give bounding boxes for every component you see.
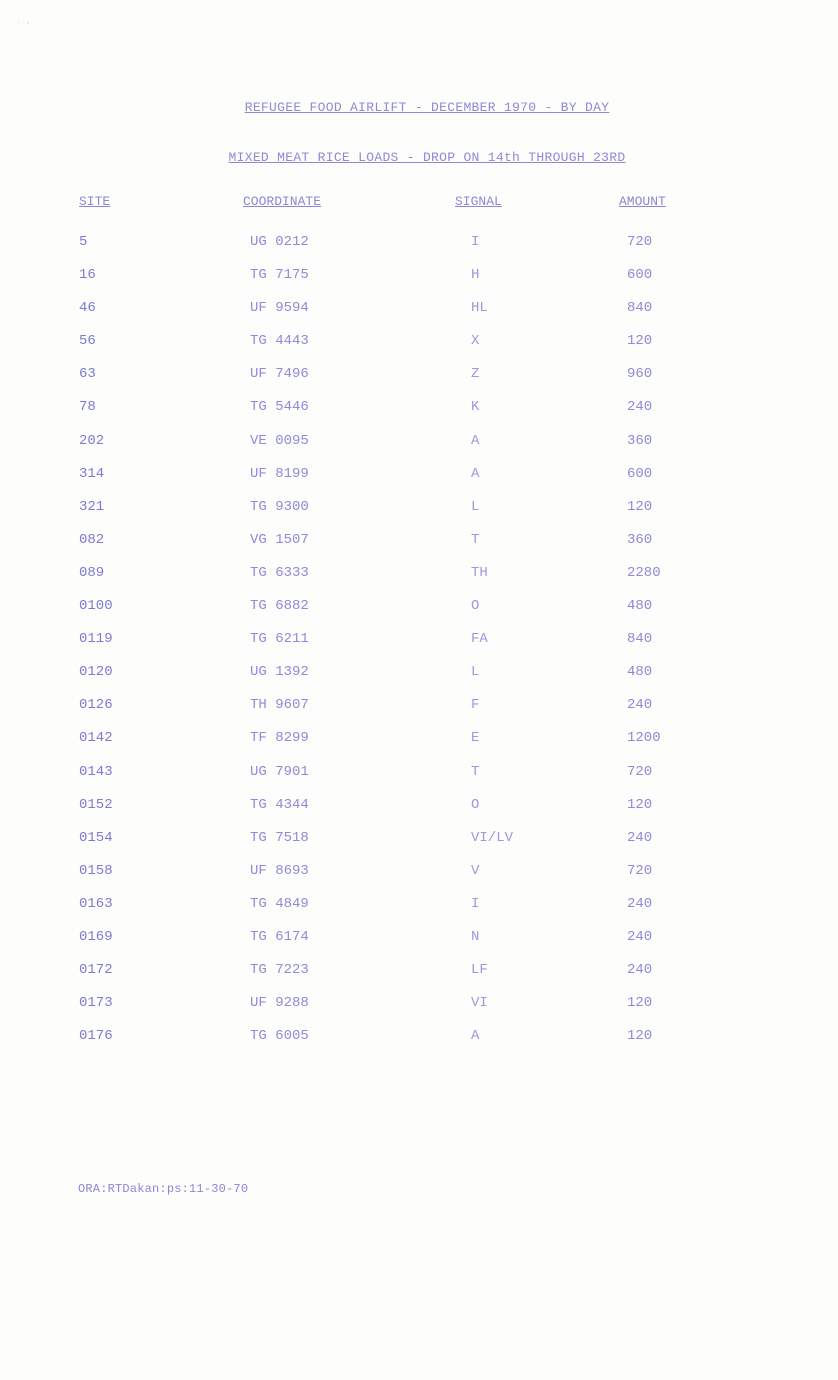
amount-cell: 360 — [627, 432, 653, 449]
amount-cell: 240 — [627, 928, 653, 945]
table-row — [0, 366, 838, 399]
amount-cell: 240 — [627, 697, 653, 714]
signal-cell: K — [471, 399, 480, 416]
amount-cell: 1200 — [627, 730, 661, 747]
site-cell: 16 — [79, 267, 96, 284]
table-row — [0, 466, 838, 499]
coordinate-cell: TG 9300 — [250, 498, 309, 515]
signal-cell: TH — [471, 564, 488, 581]
coordinate-cell: TG 4849 — [250, 895, 309, 912]
site-cell: 0172 — [79, 962, 113, 979]
amount-cell: 600 — [627, 465, 653, 482]
coordinate-cell: UF 8693 — [250, 862, 309, 879]
amount-cell: 240 — [627, 895, 653, 912]
signal-cell: I — [471, 895, 480, 912]
table-row — [0, 499, 838, 532]
site-cell: 202 — [79, 432, 105, 449]
signal-cell: FA — [471, 631, 488, 648]
table-row — [0, 962, 838, 995]
signal-cell: F — [471, 697, 480, 714]
coordinate-cell: UF 9288 — [250, 995, 309, 1012]
table-row — [0, 598, 838, 631]
site-cell: 0119 — [79, 631, 113, 648]
header-coordinate: COORDINATE — [243, 194, 322, 209]
amount-cell: 840 — [627, 300, 653, 317]
table-row — [0, 399, 838, 432]
coordinate-cell: TG 6005 — [250, 1028, 309, 1045]
amount-cell: 480 — [627, 664, 653, 681]
site-cell: 0163 — [79, 895, 113, 912]
table-row — [0, 764, 838, 797]
table-row — [0, 830, 838, 863]
signal-cell: N — [471, 928, 480, 945]
signal-cell: HL — [471, 300, 488, 317]
site-cell: 56 — [79, 333, 96, 350]
site-cell: 0154 — [79, 829, 113, 846]
site-cell: 0143 — [79, 763, 113, 780]
table-row — [0, 333, 838, 366]
amount-cell: 840 — [627, 631, 653, 648]
table-row — [0, 664, 838, 697]
table-body — [0, 234, 838, 1061]
signal-cell: LF — [471, 962, 488, 979]
amount-cell: 120 — [627, 333, 653, 350]
coordinate-cell: UF 7496 — [250, 366, 309, 383]
amount-cell: 2280 — [627, 564, 661, 581]
amount-cell: 240 — [627, 829, 653, 846]
table-row — [0, 532, 838, 565]
signal-cell: VI — [471, 995, 488, 1012]
table-row — [0, 267, 838, 300]
amount-cell: 240 — [627, 399, 653, 416]
header-site: SITE — [79, 194, 111, 209]
coordinate-cell: UF 9594 — [250, 300, 309, 317]
table-row — [0, 234, 838, 267]
signal-cell: H — [471, 267, 480, 284]
signal-cell: O — [471, 796, 480, 813]
site-cell: 63 — [79, 366, 96, 383]
site-cell: 0152 — [79, 796, 113, 813]
signal-cell: A — [471, 465, 480, 482]
coordinate-cell: TH 9607 — [250, 697, 309, 714]
site-cell: 089 — [79, 564, 105, 581]
amount-cell: 480 — [627, 598, 653, 615]
coordinate-cell: TG 6333 — [250, 564, 309, 581]
amount-cell: 360 — [627, 531, 653, 548]
coordinate-cell: TG 7175 — [250, 267, 309, 284]
site-cell: 321 — [79, 498, 105, 515]
site-cell: 5 — [79, 234, 88, 250]
table-row — [0, 433, 838, 466]
coordinate-cell: UG 1392 — [250, 664, 309, 681]
table-row — [0, 797, 838, 830]
amount-cell: 720 — [627, 763, 653, 780]
signal-cell: I — [471, 234, 480, 250]
table-row — [0, 863, 838, 896]
document-subtitle: MIXED MEAT RICE LOADS - DROP ON 14th THROUGH 23RD — [228, 150, 626, 165]
table-row — [0, 929, 838, 962]
signal-cell: VI/LV — [471, 829, 514, 846]
header-signal: SIGNAL — [455, 194, 502, 209]
signal-cell: A — [471, 432, 480, 449]
signal-cell: L — [471, 664, 480, 681]
coordinate-cell: TG 5446 — [250, 399, 309, 416]
table-row — [0, 697, 838, 730]
signal-cell: L — [471, 498, 480, 515]
amount-cell: 120 — [627, 1028, 653, 1045]
table-row — [0, 995, 838, 1028]
amount-cell: 120 — [627, 796, 653, 813]
header-amount: AMOUNT — [619, 194, 666, 209]
signal-cell: A — [471, 1028, 480, 1045]
coordinate-cell: UG 7901 — [250, 763, 309, 780]
table-row — [0, 730, 838, 763]
table-row — [0, 631, 838, 664]
coordinate-cell: VG 1507 — [250, 531, 309, 548]
signal-cell: T — [471, 531, 480, 548]
table-row — [0, 1028, 838, 1061]
signal-cell: Z — [471, 366, 480, 383]
signal-cell: E — [471, 730, 480, 747]
coordinate-cell: TG 6882 — [250, 598, 309, 615]
site-cell: 46 — [79, 300, 96, 317]
site-cell: 0100 — [79, 598, 113, 615]
coordinate-cell: TG 6211 — [250, 631, 309, 648]
coordinate-cell: TF 8299 — [250, 730, 309, 747]
coordinate-cell: VE 0095 — [250, 432, 309, 449]
site-cell: 0126 — [79, 697, 113, 714]
signal-cell: O — [471, 598, 480, 615]
airlift-table — [0, 194, 838, 1061]
signal-cell: T — [471, 763, 480, 780]
site-cell: 314 — [79, 465, 105, 482]
site-cell: 0142 — [79, 730, 113, 747]
site-cell: 082 — [79, 531, 105, 548]
site-cell: 0120 — [79, 664, 113, 681]
coordinate-cell: TG 6174 — [250, 928, 309, 945]
coordinate-cell: TG 7223 — [250, 962, 309, 979]
amount-cell: 960 — [627, 366, 653, 383]
table-row — [0, 896, 838, 929]
coordinate-cell: UG 0212 — [250, 234, 309, 250]
site-cell: 0158 — [79, 862, 113, 879]
coordinate-cell: TG 4344 — [250, 796, 309, 813]
site-cell: 0169 — [79, 928, 113, 945]
coordinate-cell: UF 8199 — [250, 465, 309, 482]
amount-cell: 720 — [627, 862, 653, 879]
site-cell: 0176 — [79, 1028, 113, 1045]
amount-cell: 120 — [627, 498, 653, 515]
corner-mark: ˙ ’ — [16, 22, 31, 31]
table-row — [0, 565, 838, 598]
site-cell: 0173 — [79, 995, 113, 1012]
document-title: REFUGEE FOOD AIRLIFT - DECEMBER 1970 - BY DAY — [244, 100, 610, 115]
footer-reference: ORA:RTDakan:ps:11-30-70 — [78, 1182, 249, 1196]
amount-cell: 240 — [627, 962, 653, 979]
table-header-row — [0, 194, 838, 234]
coordinate-cell: TG 7518 — [250, 829, 309, 846]
signal-cell: X — [471, 333, 480, 350]
table-row — [0, 300, 838, 333]
amount-cell: 600 — [627, 267, 653, 284]
amount-cell: 120 — [627, 995, 653, 1012]
amount-cell: 720 — [627, 234, 653, 250]
site-cell: 78 — [79, 399, 96, 416]
signal-cell: V — [471, 862, 480, 879]
coordinate-cell: TG 4443 — [250, 333, 309, 350]
